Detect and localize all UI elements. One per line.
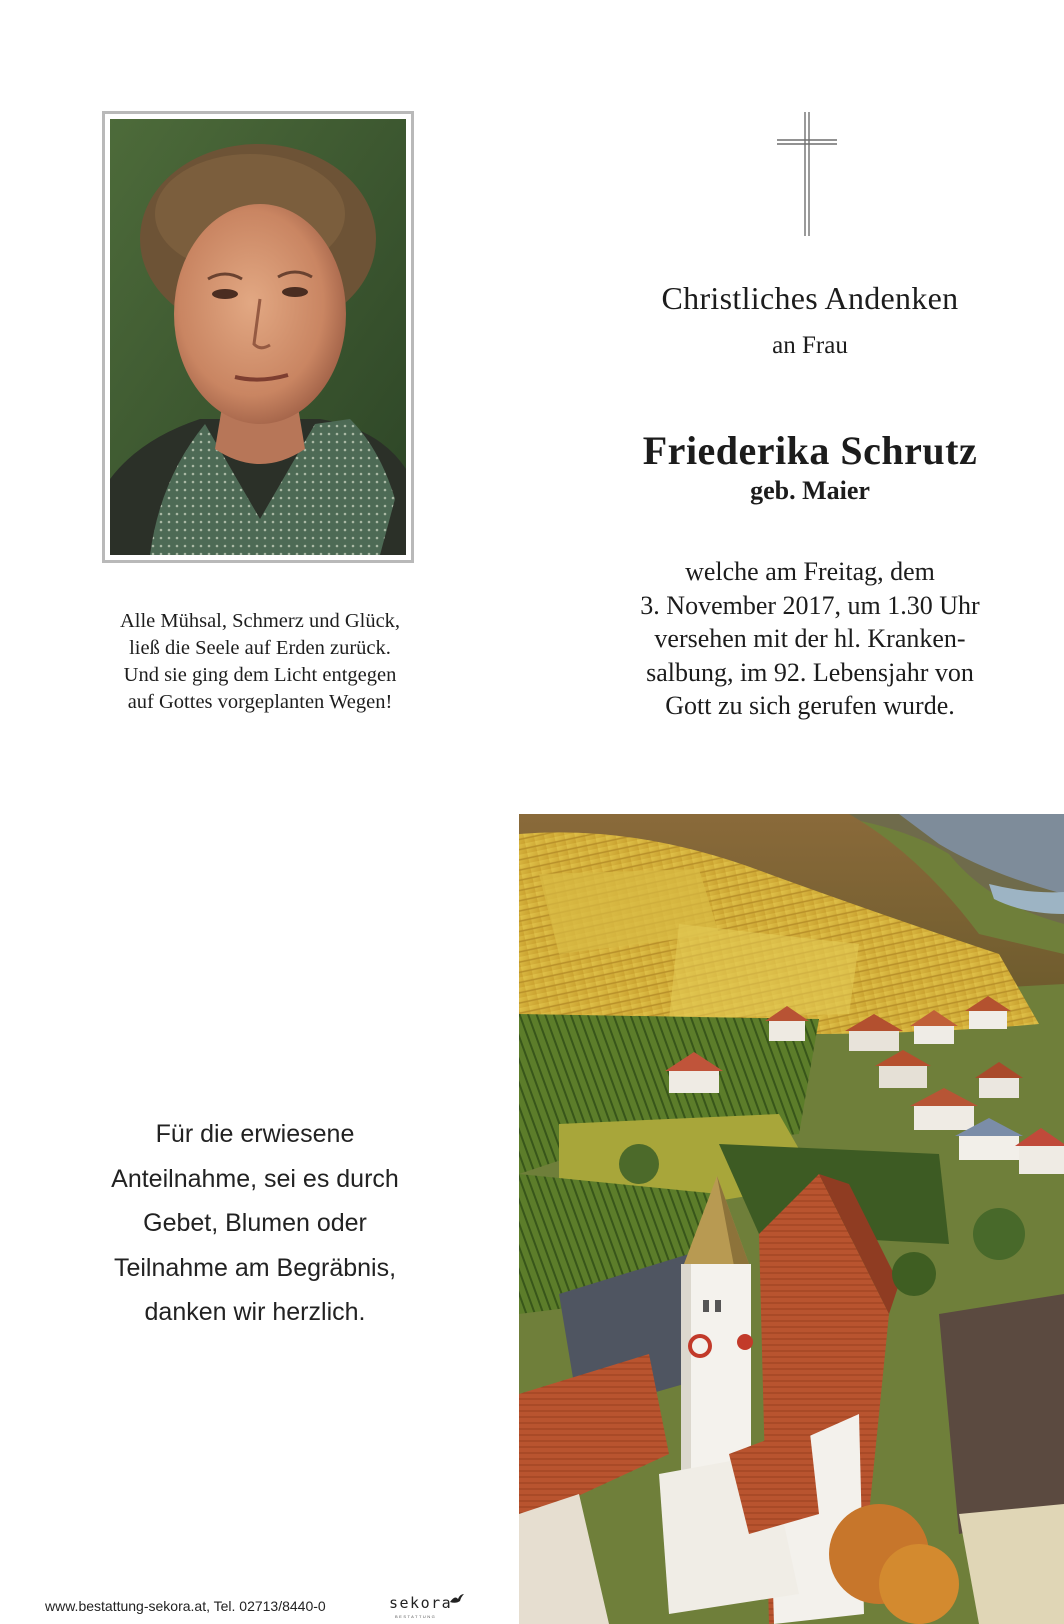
thanks-line: Gebet, Blumen oder [143, 1209, 367, 1237]
brand-logo-text: sekora [389, 1594, 453, 1612]
death-notice-line: 3. November 2017, um 1.30 Uhr [640, 590, 980, 620]
portrait-photo [102, 111, 414, 563]
death-notice-line: Gott zu sich gerufen wurde. [665, 691, 955, 720]
cross-icon [775, 110, 839, 238]
poem [60, 608, 460, 716]
death-notice-line: versehen mit der hl. Kranken- [654, 624, 966, 653]
village-landscape-photo [519, 814, 1064, 1624]
contact-footer: www.bestattung-sekora.at, Tel. 02713/8440-0 [45, 1598, 326, 1614]
landscape-image [519, 814, 1064, 1624]
portrait-image [110, 119, 406, 555]
death-notice [560, 555, 1060, 723]
thanks-line: Teilnahme am Begräbnis, [113, 1253, 397, 1282]
poem-line: Und sie ging dem Licht entgegen [123, 664, 397, 686]
thanks-line: danken wir herzlich. [144, 1298, 366, 1326]
poem-line: Alle Mühsal, Schmerz und Glück, [119, 610, 401, 632]
deceased-name: Friederika Schrutz [642, 428, 978, 473]
bird-icon [449, 1593, 465, 1605]
brand-logo-subtext: BESTATTUNG [395, 1614, 437, 1619]
salutation: an Frau [772, 332, 848, 359]
memorial-title: Christliches Andenken [661, 280, 959, 316]
poem-line: ließ die Seele auf Erden zurück. [129, 637, 391, 659]
death-notice-line: salbung, im 92. Lebensjahr von [646, 657, 974, 687]
thanks-message [55, 1112, 455, 1335]
death-notice-line: welche am Freitag, dem [685, 557, 935, 586]
maiden-name: geb. Maier [750, 476, 870, 505]
thanks-line: Anteilnahme, sei es durch [111, 1164, 399, 1193]
thanks-line: Für die erwiesene [155, 1120, 355, 1148]
poem-line: auf Gottes vorgeplanten Wegen! [127, 691, 393, 713]
